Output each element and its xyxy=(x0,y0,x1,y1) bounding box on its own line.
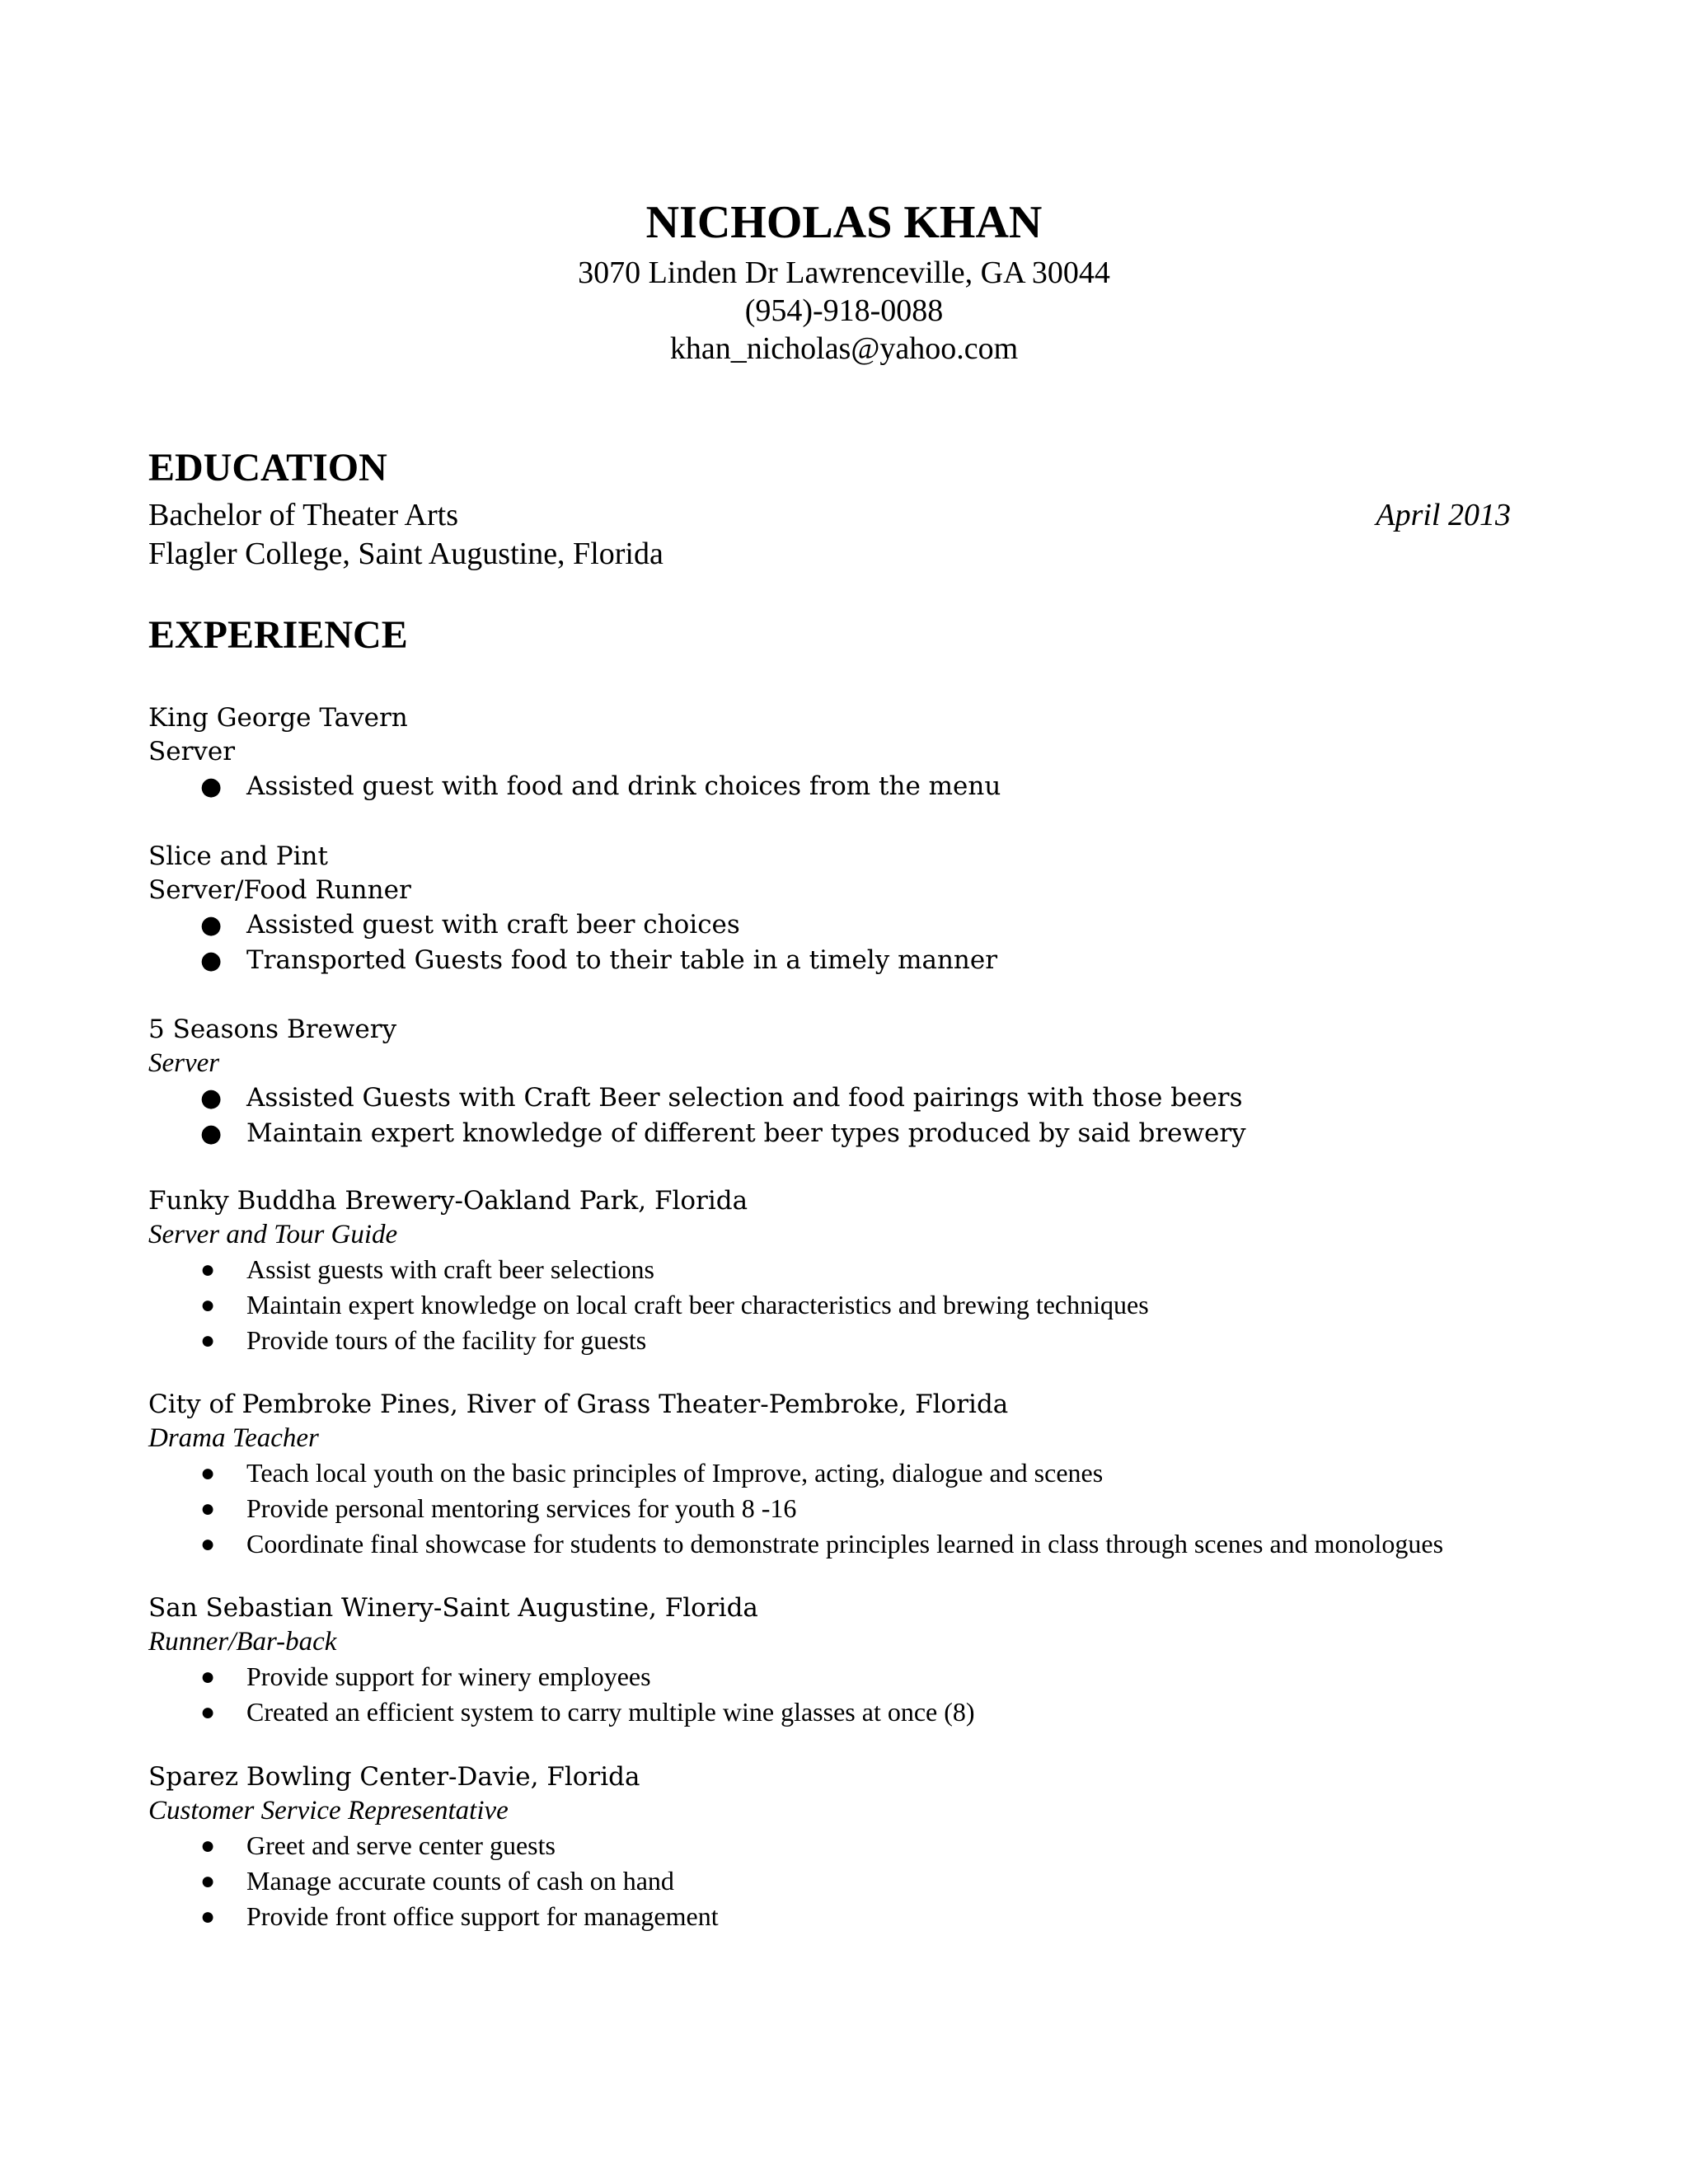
job-title: Runner/Bar-back xyxy=(148,1627,337,1657)
bullet-icon: ● xyxy=(200,1327,216,1354)
bullet-icon: ● xyxy=(200,1530,216,1558)
job-duty: ● Assisted Guests with Craft Beer selection and food pairings with those beers xyxy=(148,1080,1550,1116)
bullet-icon: ● xyxy=(200,911,223,940)
job-entry xyxy=(148,1012,1550,1151)
job-duty: ● Teach local youth on the basic principles of Improve, acting, dialogue and scenes xyxy=(148,1455,1550,1491)
job-duty: ● Assist guests with craft beer selections xyxy=(148,1252,1550,1287)
job-employer: King George Tavern xyxy=(148,703,408,733)
job-duty: ● Maintain expert knowledge of different beer types produced by said brewery xyxy=(148,1116,1550,1151)
job-duty: ● Provide tours of the facility for guests xyxy=(148,1323,1550,1358)
phone-number: (954)-918-0088 xyxy=(744,293,944,328)
resume-header xyxy=(0,191,1688,368)
job-duties xyxy=(148,1828,1550,1934)
job-employer: Slice and Pint xyxy=(148,841,328,871)
bullet-icon: ● xyxy=(200,1119,223,1148)
bullet-icon: ● xyxy=(200,1663,216,1690)
job-title: Server xyxy=(148,737,236,766)
bullet-icon: ● xyxy=(200,946,223,975)
job-title: Server/Food Runner xyxy=(148,875,411,905)
job-title: Drama Teacher xyxy=(148,1423,319,1453)
bullet-icon: ● xyxy=(200,1460,216,1487)
job-duties xyxy=(148,769,1550,804)
job-employer: 5 Seasons Brewery xyxy=(148,1015,397,1044)
candidate-name: NICHOLAS KHAN xyxy=(645,197,1043,248)
job-duty: ● Manage accurate counts of cash on hand xyxy=(148,1863,1550,1899)
job-duty: ● Transported Guests food to their table in a timely manner xyxy=(148,943,1550,978)
job-duty: ● Provide personal mentoring services for youth 8 -16 xyxy=(148,1491,1550,1526)
job-duties xyxy=(148,1659,1550,1730)
job-title: Customer Service Representative xyxy=(148,1796,509,1825)
job-entry xyxy=(148,1760,1550,1934)
job-employer: San Sebastian Winery-Saint Augustine, Florida xyxy=(148,1593,758,1623)
email-address: khan_nicholas@yahoo.com xyxy=(669,331,1019,366)
bullet-icon: ● xyxy=(200,1495,216,1522)
job-duty: ● Maintain expert knowledge on local craft beer characteristics and brewing techniques xyxy=(148,1287,1550,1323)
job-duties xyxy=(148,907,1550,978)
job-duty: ● Coordinate final showcase for students to demonstrate principles learned in class through scenes and monologues xyxy=(148,1526,1550,1562)
job-entry xyxy=(148,839,1550,978)
bullet-icon: ● xyxy=(200,1291,216,1319)
job-title: Server xyxy=(148,1048,220,1078)
job-duty: ● Provide support for winery employees xyxy=(148,1659,1550,1694)
job-duty: ● Created an efficient system to carry multiple wine glasses at once (8) xyxy=(148,1694,1550,1730)
job-entry xyxy=(148,1591,1550,1730)
school: Flagler College, Saint Augustine, Florida xyxy=(148,537,663,571)
job-entry xyxy=(148,701,1550,804)
bullet-icon: ● xyxy=(200,1699,216,1726)
education-degree-row xyxy=(148,496,1511,535)
job-entry xyxy=(148,1387,1550,1562)
bullet-icon: ● xyxy=(200,1868,216,1895)
bullet-icon: ● xyxy=(200,1084,223,1113)
job-duties xyxy=(148,1455,1550,1562)
bullet-icon: ● xyxy=(200,1903,216,1930)
experience-heading: EXPERIENCE xyxy=(148,613,408,657)
address: 3070 Linden Dr Lawrenceville, GA 30044 xyxy=(578,255,1110,290)
job-entry xyxy=(148,1183,1550,1358)
job-duty: ● Assisted guest with craft beer choices xyxy=(148,907,1550,943)
job-duties xyxy=(148,1252,1550,1358)
job-duty: ● Greet and serve center guests xyxy=(148,1828,1550,1863)
job-employer: Sparez Bowling Center-Davie, Florida xyxy=(148,1762,640,1792)
degree: Bachelor of Theater Arts xyxy=(148,498,458,532)
graduation-date: April 2013 xyxy=(1376,498,1511,532)
job-title: Server and Tour Guide xyxy=(148,1220,398,1249)
job-duties xyxy=(148,1080,1550,1151)
education-heading: EDUCATION xyxy=(148,446,387,490)
bullet-icon: ● xyxy=(200,772,223,801)
bullet-icon: ● xyxy=(200,1256,216,1283)
job-employer: Funky Buddha Brewery-Oakland Park, Florida xyxy=(148,1186,748,1216)
education-entry xyxy=(148,496,1511,574)
job-duty: ● Provide front office support for management xyxy=(148,1899,1550,1934)
job-duty: ● Assisted guest with food and drink choices from the menu xyxy=(148,769,1550,804)
job-employer: City of Pembroke Pines, River of Grass Theater-Pembroke, Florida xyxy=(148,1390,1009,1419)
bullet-icon: ● xyxy=(200,1832,216,1859)
